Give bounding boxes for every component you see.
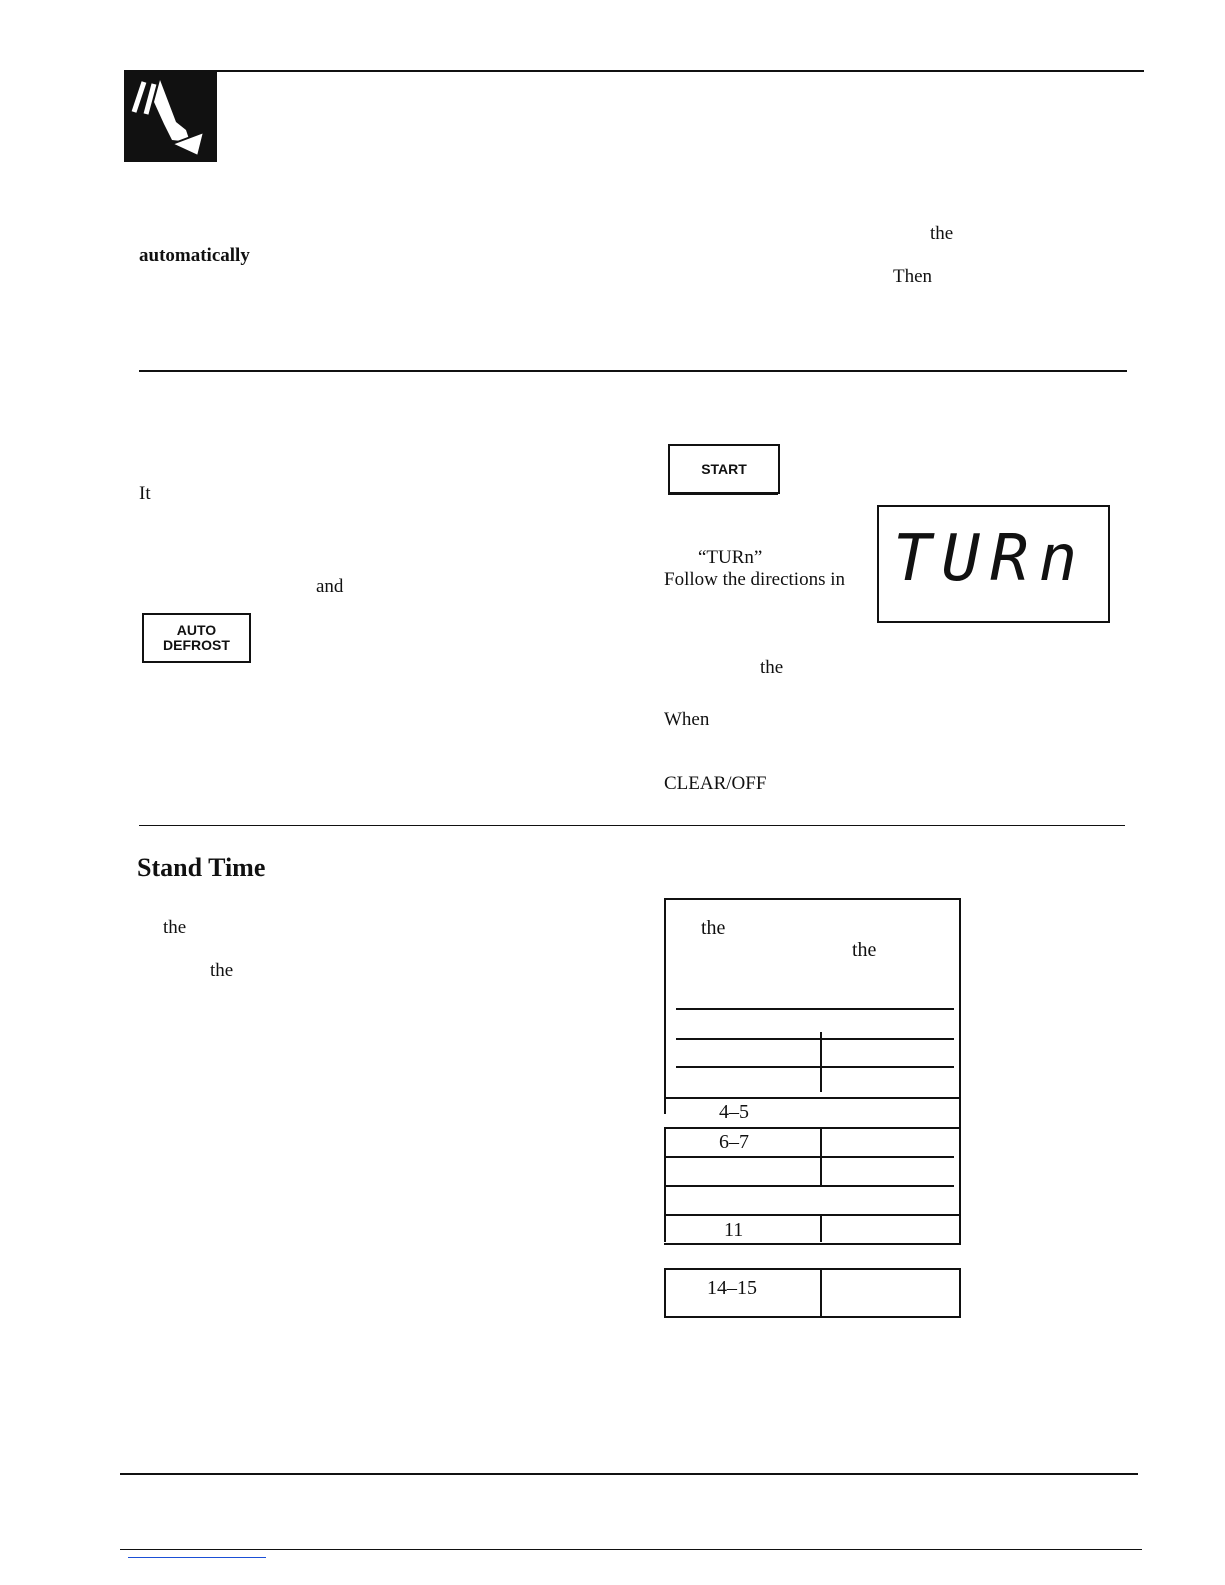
auto-defrost-line1: AUTO <box>176 622 217 639</box>
table-hline-7 <box>664 1185 954 1187</box>
right-the: the <box>760 657 784 678</box>
left-it: It <box>139 483 151 504</box>
table-hline-8 <box>664 1214 961 1216</box>
turn-quote: “TURn” <box>698 547 763 568</box>
turn-display-text: TURn <box>893 522 1088 596</box>
table-hline-2 <box>676 1038 954 1040</box>
table-hline-5 <box>664 1127 961 1129</box>
left-and: and <box>316 576 344 597</box>
start-button-underline <box>668 493 778 495</box>
table-hline-3 <box>676 1066 954 1068</box>
auto-defrost-button[interactable] <box>142 613 251 663</box>
table-vline-3 <box>820 1216 822 1242</box>
table-the-1: the <box>701 917 726 939</box>
stand-time-the-1: the <box>163 917 187 938</box>
table-the-2: the <box>852 939 877 961</box>
table-top <box>664 898 961 900</box>
table-left-4 <box>664 1268 666 1318</box>
table-vline-2 <box>820 1129 822 1187</box>
stand-time-the-2: the <box>210 960 234 981</box>
table-hline-9 <box>664 1243 961 1245</box>
table-hline-6 <box>664 1156 954 1158</box>
table-left <box>664 898 666 1114</box>
stand-time-table <box>664 898 961 1318</box>
table-row-3: 11 <box>724 1219 744 1241</box>
table-right <box>959 898 961 1243</box>
table-left-3 <box>664 1216 666 1242</box>
table-hline-1 <box>676 1008 954 1010</box>
footer-rule <box>120 1473 1138 1475</box>
stand-time-title: Stand Time <box>137 853 266 882</box>
start-button-label: START <box>701 460 747 477</box>
intro-the: the <box>930 223 954 244</box>
intro-then: Then <box>893 266 933 287</box>
section-divider-2 <box>139 825 1125 826</box>
table-hline-10 <box>664 1268 961 1270</box>
start-button[interactable] <box>668 444 780 494</box>
table-row-1: 4–5 <box>719 1101 749 1123</box>
follow-directions-text: Follow the directions in <box>664 569 846 590</box>
section-divider-1 <box>139 370 1127 372</box>
hand-pressing-button-icon <box>124 72 217 162</box>
table-row-2: 6–7 <box>719 1131 749 1153</box>
table-row-4: 14–15 <box>707 1277 757 1299</box>
intro-automatically: automatically <box>139 245 250 266</box>
turn-display <box>877 505 1110 623</box>
right-clear-off: CLEAR/OFF <box>664 773 767 794</box>
footer-rule-thin <box>120 1549 1142 1550</box>
header-rule <box>124 70 1144 72</box>
footer-link-underline[interactable] <box>128 1557 266 1558</box>
table-vline-1 <box>820 1032 822 1092</box>
auto-defrost-line2: DEFROST <box>163 637 230 653</box>
table-right-2 <box>959 1268 961 1318</box>
table-left-2 <box>664 1128 666 1214</box>
table-hline-4 <box>664 1097 961 1099</box>
table-vline-4 <box>820 1270 822 1318</box>
right-when: When <box>664 709 710 730</box>
table-bottom <box>664 1316 961 1318</box>
